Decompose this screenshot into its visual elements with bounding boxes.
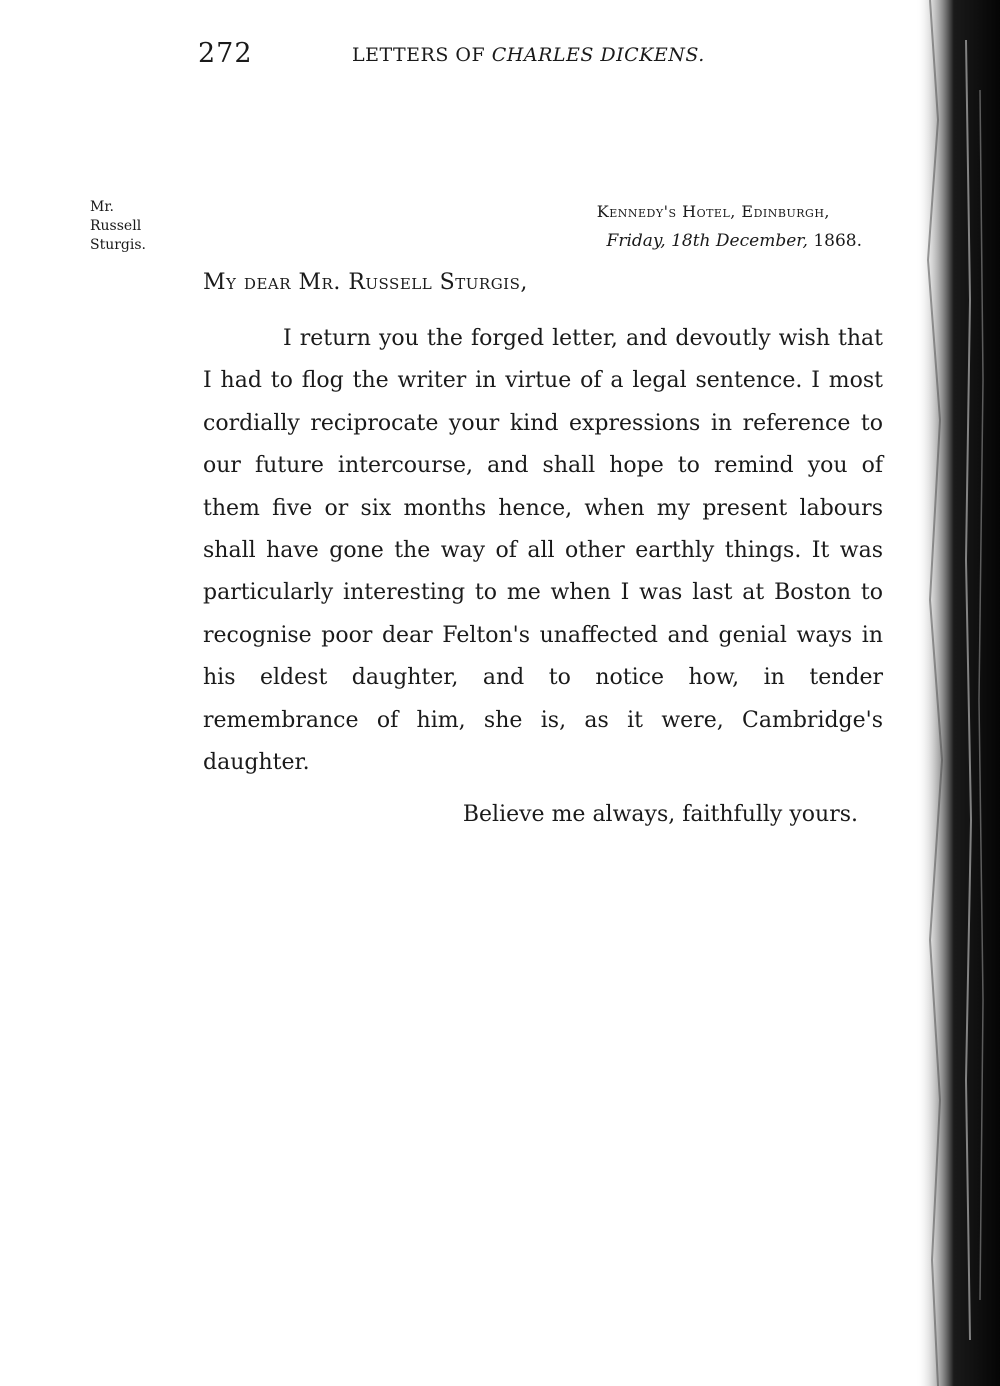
margin-note-line: Russell — [90, 218, 142, 234]
margin-note — [90, 198, 146, 255]
letter-salutation: My dear Mr. Russell Sturgis, — [203, 270, 528, 295]
date-number: 18th — [671, 231, 711, 251]
letter-closing: Believe me always, faithfully yours. — [462, 802, 858, 827]
letter-body: I return you the forged letter, and devoutly wish that I had to flog the writer in virtue of a legal sentence. I most cordially reciprocate your kind expressions in reference to our future intercourse, and shall hope to remind you of them five or six months hence, when my present labours shall have gone the way of all other earthly things. It was particularly interesting to me when I was last at Boston to recognise poor dear Felton's unaffected and genial ways in his eldest daughter, and to notice how, in tender remembrance of him, she is, as it were, Cambridge's daughter. — [203, 326, 883, 776]
margin-note-line: Sturgis. — [90, 237, 146, 253]
running-head-name: CHARLES DICKENS. — [491, 44, 705, 66]
margin-note-line: Mr. — [90, 199, 114, 215]
letter-address: Kennedy's Hotel, Edinburgh, — [596, 202, 830, 221]
running-head — [352, 44, 705, 66]
letter-dateline — [607, 231, 862, 251]
date-month: December, — [715, 231, 808, 251]
date-day: Friday, — [606, 231, 666, 251]
binding-shadow — [916, 0, 1000, 1386]
page-number: 272 — [198, 38, 253, 69]
running-head-prefix: LETTERS OF — [352, 44, 486, 66]
date-year: 1868. — [813, 231, 862, 251]
